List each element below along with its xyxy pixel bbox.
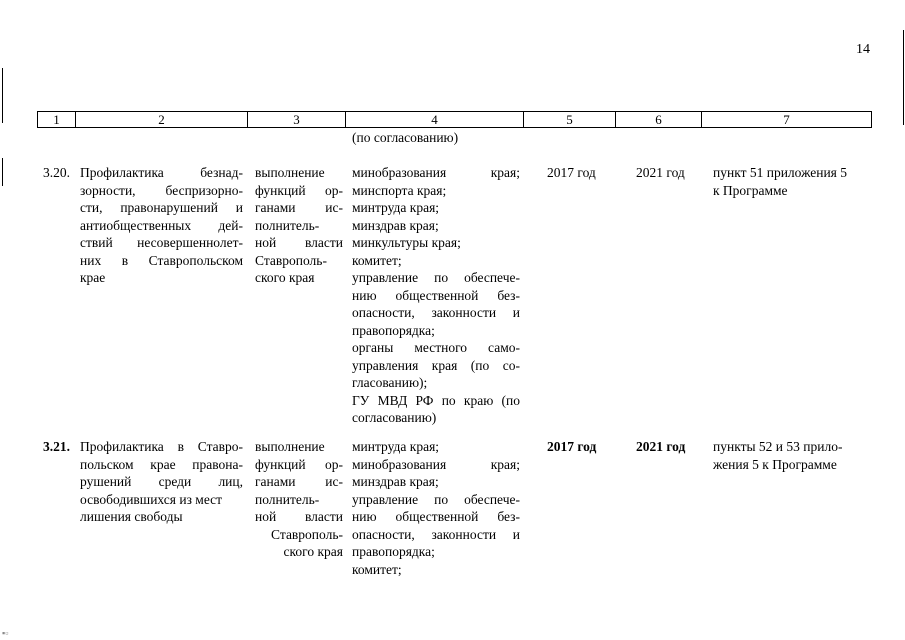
column-number-header — [37, 111, 872, 128]
header-col-6: 6 — [616, 112, 702, 127]
header-col-1: 1 — [38, 112, 76, 127]
scan-artifact-mark: ▪▫ — [2, 628, 9, 638]
previous-row-continuation: (по согласованию) — [352, 130, 459, 145]
row-number: 3.21. — [43, 439, 70, 454]
row-start-year: 2017 год — [547, 439, 597, 454]
row-title: Профилактика безнад- зорности, беспризорно- сти, правонарушений и антиобщественных дей- ствий несовершеннолет- них в Ставропольском крае — [80, 165, 243, 285]
page-edge-line-left-top — [2, 68, 3, 123]
row-title: Профилактика в Ставро- польском крае правона- рушений среди лиц, освободившихся из мест лишения свободы — [80, 439, 243, 524]
header-col-2: 2 — [76, 112, 248, 127]
row-start-year: 2017 год — [547, 165, 596, 180]
row-type: выполнение функций ор- ганами ис- полнитель- ной власти Ставрополь- ского края — [255, 165, 343, 285]
header-col-4: 4 — [346, 112, 524, 127]
page-edge-line-right — [903, 30, 904, 125]
row-executors: минтруда края; минобразования края; минздрав края; управление по обеспече- нию общественной без- опасности, законности и правопорядка; комитет; — [352, 439, 520, 577]
row-program-link: пункты 52 и 53 прило- жения 5 к Программе — [713, 439, 843, 472]
header-col-5: 5 — [524, 112, 616, 127]
page-number: 14 — [856, 42, 870, 57]
header-col-7: 7 — [783, 112, 790, 127]
row-end-year: 2021 год — [636, 439, 686, 454]
row-type: выполнение функций ор- ганами ис- полнитель- ной власти Ставрополь- ского края — [255, 439, 343, 559]
row-end-year: 2021 год — [636, 165, 685, 180]
header-col-3: 3 — [248, 112, 346, 127]
row-number: 3.20. — [43, 165, 70, 180]
page-edge-line-left-bottom — [2, 158, 3, 186]
row-executors: минобразования края; минспорта края; минтруда края; минздрав края; минкультуры края; комитет; управление по обеспече- нию общественной без- опасности, законности и правопорядка; органы местного само- управления края (по со- гласованию); ГУ МВД РФ по краю (по согласованию) — [352, 165, 520, 425]
row-program-link: пункт 51 приложения 5 к Программе — [713, 165, 848, 198]
